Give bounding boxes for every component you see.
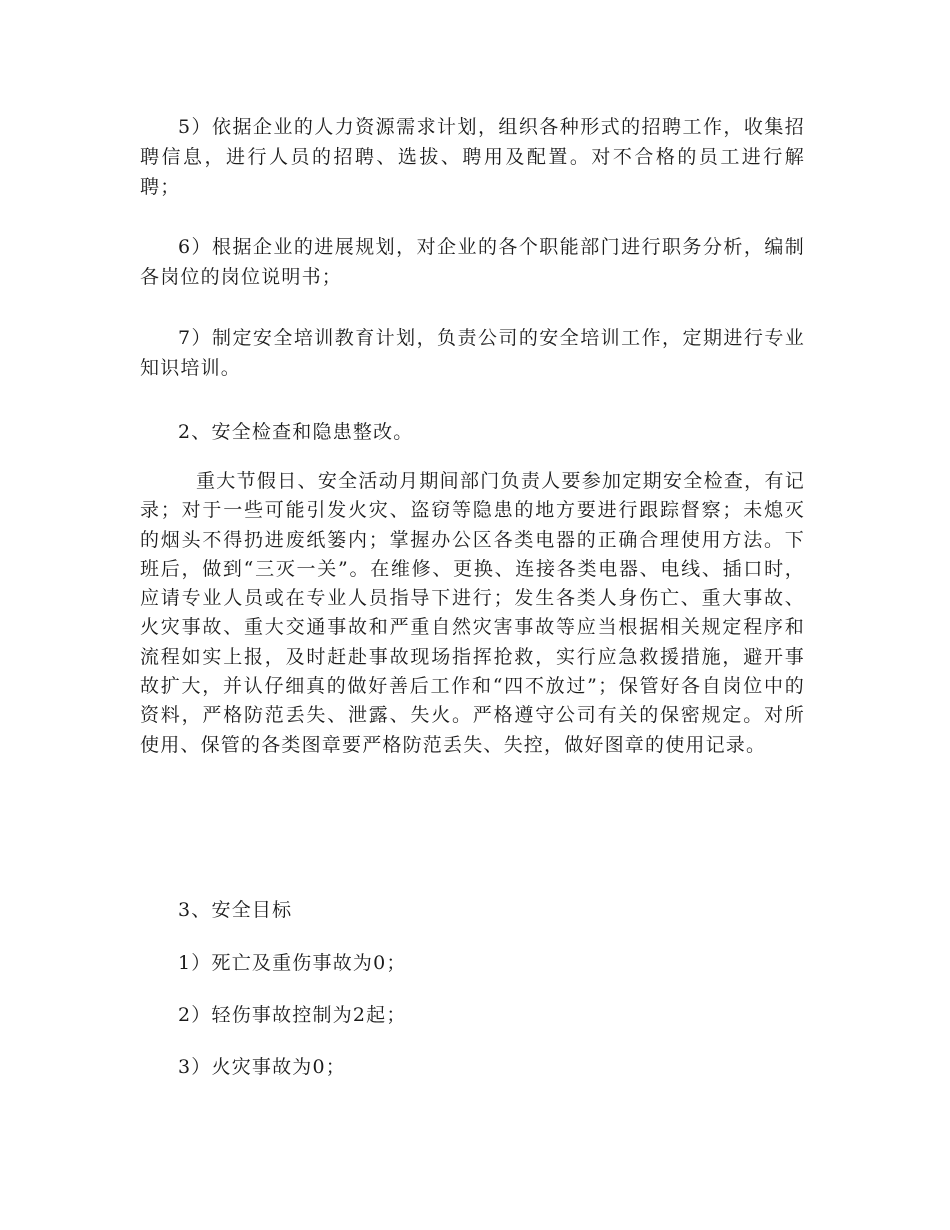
- safety-inspection-paragraph: 重大节假日、安全活动月期间部门负责人要参加定期安全检查，有记录；对于一些可能引发火灾、盗窃等隐患的地方要进行跟踪督察；未熄灭的烟头不得扔进废纸篓内；掌握办公区各类电器的正确合理使用方法。下班后，做到“三灭一关”。在维修、更换、连接各类电器、电线、插口时，应请专业人员或在专业人员指导下进行；发生各类人身伤亡、重大事故、火灾事故、重大交通事故和严重自然灾害事故等应当根据相关规定程序和流程如实上报，及时赶赴事故现场指挥抢救，实行应急救援措施，避开事故扩大，并认仔细真的做好善后工作和“四不放过”；保管好各自岗位中的资料，严格防范丢失、泄露、失火。严格遵守公司有关的保密规定。对所使用、保管的各类图章要严格防范丢失、失控，做好图章的使用记录。: [140, 470, 805, 756]
- paragraph-item-5: 5）依据企业的人力资源需求计划，组织各种形式的招聘工作，收集招聘信息，进行人员的招聘、选拔、聘用及配置。对不合格的员工进行解聘；: [140, 116, 805, 198]
- target-item-2: 2）轻伤事故控制为2起；: [178, 1004, 407, 1026]
- paragraph-item-7: 7）制定安全培训教育计划，负责公司的安全培训工作，定期进行专业知识培训。: [140, 327, 805, 379]
- section-heading-3: 3、安全目标: [178, 899, 293, 921]
- target-item-3: 3）火灾事故为0；: [178, 1056, 346, 1078]
- target-item-1: 1）死亡及重伤事故为0；: [178, 952, 407, 974]
- paragraph-item-6: 6）根据企业的进展规划，对企业的各个职能部门进行职务分析，编制各岗位的岗位说明书；: [140, 236, 805, 288]
- section-heading-2: 2、安全检查和隐患整改。: [178, 421, 414, 443]
